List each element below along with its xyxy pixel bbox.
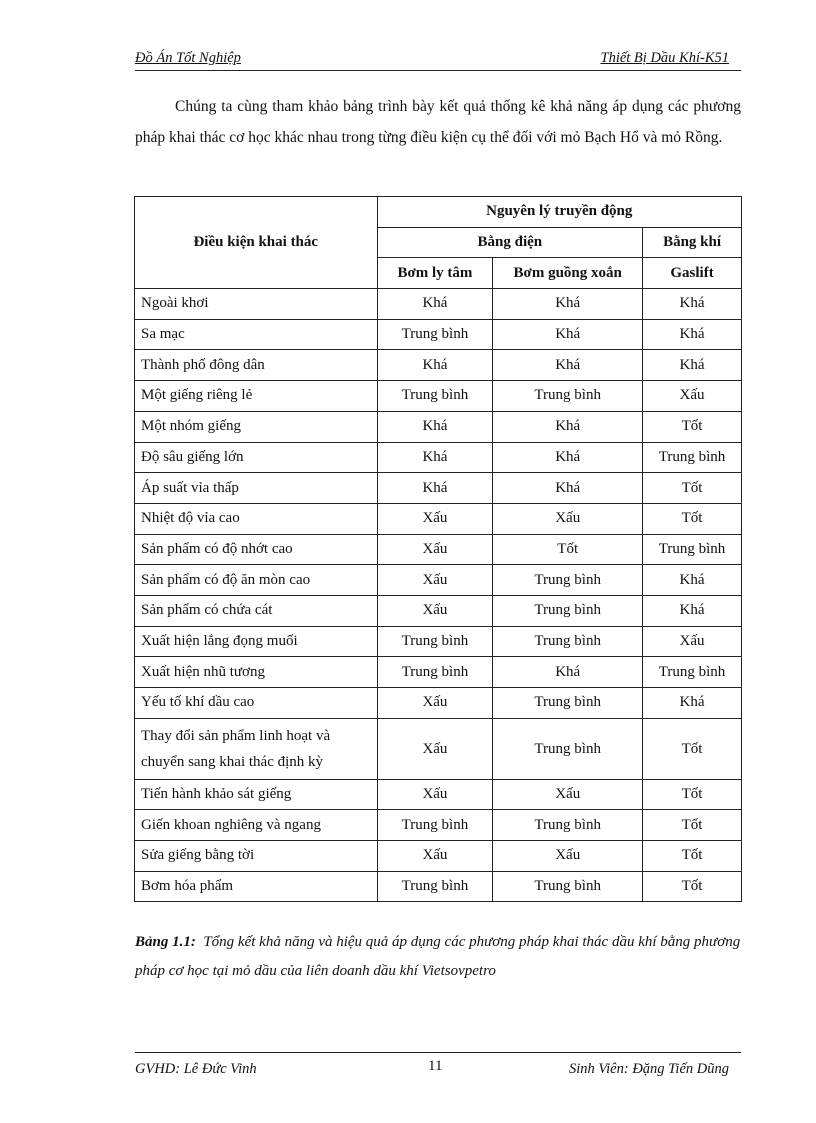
gaslift-cell: Khá	[643, 319, 742, 350]
screw-pump-cell: Trung bình	[493, 565, 643, 596]
condition-cell: Áp suất vỉa thấp	[135, 473, 378, 504]
gaslift-cell: Xấu	[643, 626, 742, 657]
condition-cell: Thành phố đông dân	[135, 350, 378, 381]
column-header-centrifugal-pump: Bơm ly tâm	[377, 258, 493, 289]
screw-pump-cell: Trung bình	[493, 718, 643, 779]
centrifugal-pump-cell: Khá	[377, 442, 493, 473]
gaslift-cell: Khá	[643, 688, 742, 719]
screw-pump-cell: Khá	[493, 289, 643, 320]
table-row	[135, 473, 742, 504]
gaslift-cell: Tốt	[643, 473, 742, 504]
screw-pump-cell: Tốt	[493, 534, 643, 565]
group-header: Nguyên lý truyền động	[377, 197, 741, 228]
table-row	[135, 779, 742, 810]
screw-pump-cell: Trung bình	[493, 688, 643, 719]
screw-pump-cell: Trung bình	[493, 381, 643, 412]
column-header-screw-pump: Bơm guồng xoắn	[493, 258, 643, 289]
condition-cell: Sản phẩm có độ nhớt cao	[135, 534, 378, 565]
gaslift-cell: Trung bình	[643, 534, 742, 565]
table-caption	[135, 928, 741, 986]
table-row	[135, 319, 742, 350]
gaslift-cell: Khá	[643, 565, 742, 596]
centrifugal-pump-cell: Khá	[377, 350, 493, 381]
centrifugal-pump-cell: Khá	[377, 289, 493, 320]
footer-advisor: GVHD: Lê Đức Vinh	[135, 1061, 257, 1077]
condition-cell: Tiến hành khảo sát giếng	[135, 779, 378, 810]
condition-cell: Sản phẩm có chứa cát	[135, 595, 378, 626]
centrifugal-pump-cell: Trung bình	[377, 381, 493, 412]
centrifugal-pump-cell: Xấu	[377, 688, 493, 719]
electric-header: Bằng điện	[377, 227, 643, 258]
screw-pump-cell: Xấu	[493, 503, 643, 534]
gas-header: Bằng khí	[643, 227, 742, 258]
screw-pump-cell: Khá	[493, 442, 643, 473]
condition-cell: Xuất hiện lắng đọng muối	[135, 626, 378, 657]
condition-cell: Một giếng riêng lẻ	[135, 381, 378, 412]
table-row	[135, 810, 742, 841]
centrifugal-pump-cell: Xấu	[377, 534, 493, 565]
table-row	[135, 289, 742, 320]
centrifugal-pump-cell: Xấu	[377, 565, 493, 596]
centrifugal-pump-cell: Trung bình	[377, 657, 493, 688]
table-row	[135, 718, 742, 779]
centrifugal-pump-cell: Xấu	[377, 841, 493, 872]
table-row	[135, 841, 742, 872]
screw-pump-cell: Khá	[493, 350, 643, 381]
condition-column-header: Điều kiện khai thác	[135, 197, 378, 289]
header-title-right: Thiết Bị Dầu Khí-K51	[600, 50, 729, 66]
condition-cell: Nhiệt độ vỉa cao	[135, 503, 378, 534]
table-row	[135, 657, 742, 688]
page-header	[135, 48, 741, 71]
gaslift-cell: Tốt	[643, 871, 742, 902]
table-row	[135, 595, 742, 626]
condition-cell: Yếu tố khí dầu cao	[135, 688, 378, 719]
table-row	[135, 565, 742, 596]
centrifugal-pump-cell: Xấu	[377, 595, 493, 626]
table-row	[135, 411, 742, 442]
condition-cell: Sa mạc	[135, 319, 378, 350]
screw-pump-cell: Trung bình	[493, 871, 643, 902]
condition-cell: Sửa giếng bằng tời	[135, 841, 378, 872]
caption-label: Bảng 1.1:	[135, 934, 196, 950]
centrifugal-pump-cell: Khá	[377, 473, 493, 504]
condition-cell: Thay đổi sản phẩm linh hoạt và chuyển sang khai thác định kỳ	[135, 718, 378, 779]
centrifugal-pump-cell: Trung bình	[377, 871, 493, 902]
gaslift-cell: Khá	[643, 350, 742, 381]
centrifugal-pump-cell: Trung bình	[377, 626, 493, 657]
gaslift-cell: Tốt	[643, 841, 742, 872]
gaslift-cell: Tốt	[643, 779, 742, 810]
gaslift-cell: Khá	[643, 289, 742, 320]
condition-cell: Bơm hóa phẩm	[135, 871, 378, 902]
table-row	[135, 626, 742, 657]
screw-pump-cell: Trung bình	[493, 595, 643, 626]
gaslift-cell: Tốt	[643, 718, 742, 779]
gaslift-cell: Trung bình	[643, 657, 742, 688]
page-number: 11	[428, 1058, 443, 1074]
gaslift-cell: Khá	[643, 595, 742, 626]
gaslift-cell: Tốt	[643, 411, 742, 442]
footer-student: Sinh Viên: Đặng Tiến Dũng	[568, 1061, 729, 1077]
centrifugal-pump-cell: Xấu	[377, 779, 493, 810]
table-row	[135, 534, 742, 565]
centrifugal-pump-cell: Xấu	[377, 718, 493, 779]
centrifugal-pump-cell: Trung bình	[377, 810, 493, 841]
condition-cell: Một nhóm giếng	[135, 411, 378, 442]
centrifugal-pump-cell: Xấu	[377, 503, 493, 534]
screw-pump-cell: Xấu	[493, 841, 643, 872]
page-footer	[135, 1052, 741, 1079]
screw-pump-cell: Khá	[493, 411, 643, 442]
screw-pump-cell: Trung bình	[493, 626, 643, 657]
condition-cell: Ngoài khơi	[135, 289, 378, 320]
results-table	[134, 196, 742, 902]
gaslift-cell: Trung bình	[643, 442, 742, 473]
screw-pump-cell: Khá	[493, 473, 643, 504]
column-header-gaslift: Gaslift	[643, 258, 742, 289]
screw-pump-cell: Khá	[493, 657, 643, 688]
gaslift-cell: Tốt	[643, 503, 742, 534]
screw-pump-cell: Khá	[493, 319, 643, 350]
centrifugal-pump-cell: Trung bình	[377, 319, 493, 350]
table-row	[135, 503, 742, 534]
table-row	[135, 688, 742, 719]
condition-cell: Giến khoan nghiêng và ngang	[135, 810, 378, 841]
table-row	[135, 871, 742, 902]
table-body	[135, 289, 742, 902]
table-row	[135, 381, 742, 412]
gaslift-cell: Xấu	[643, 381, 742, 412]
centrifugal-pump-cell: Khá	[377, 411, 493, 442]
intro-paragraph: Chúng ta cùng tham khảo bảng trình bày kết quả thống kê khả năng áp dụng các phương pháp khai thác cơ học khác nhau trong từng điều kiện cụ thể đối với mỏ Bạch Hổ và mỏ Rồng.	[135, 98, 741, 146]
table-row	[135, 442, 742, 473]
screw-pump-cell: Trung bình	[493, 810, 643, 841]
condition-cell: Độ sâu giếng lớn	[135, 442, 378, 473]
caption-text: Tổng kết khả năng và hiệu quả áp dụng các phương pháp khai thác dầu khí bằng phương pháp cơ học tại mỏ dầu của liên doanh dầu khí Vietsovpetro	[135, 934, 741, 979]
table-row	[135, 350, 742, 381]
condition-cell: Xuất hiện nhũ tương	[135, 657, 378, 688]
gaslift-cell: Tốt	[643, 810, 742, 841]
header-title-left: Đồ Án Tốt Nghiệp	[135, 50, 241, 66]
condition-cell: Sản phẩm có độ ăn mòn cao	[135, 565, 378, 596]
screw-pump-cell: Xấu	[493, 779, 643, 810]
